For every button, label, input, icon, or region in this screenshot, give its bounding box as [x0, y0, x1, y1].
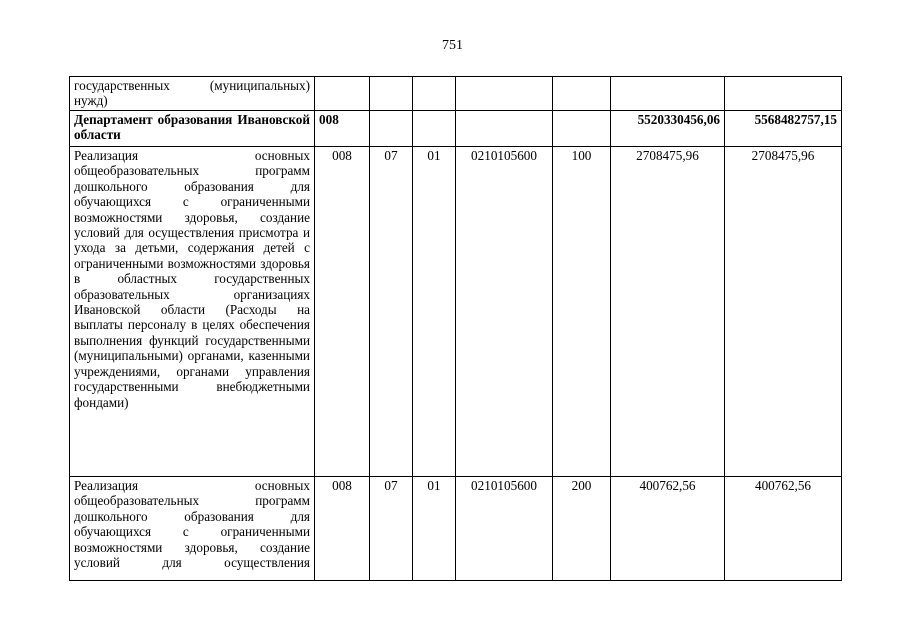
amount-2021: 2708475,96 [725, 147, 842, 477]
amount-2021 [725, 77, 842, 111]
subsection-code: 01 [413, 147, 456, 477]
admin-code: 008 [315, 147, 370, 477]
admin-code: 008 [315, 477, 370, 581]
row-name: государственных (муниципальных) нужд) [70, 77, 315, 111]
table-row [70, 111, 842, 147]
section-code: 07 [370, 477, 413, 581]
amount-2021: 5568482757,15 [725, 111, 842, 147]
table-row [70, 147, 842, 477]
admin-code [315, 77, 370, 111]
amount-2020: 2708475,96 [611, 147, 725, 477]
row-name: Реализация основных общеобразовательных программ дошкольного образования для обучающихся с ограниченными возможностями здоровья, создание условий для осуществления присмотра и ухода за детьми, содержания детей с ограниченными возможностями здоровья в областных государственных образовательных организациях Ивановской области (Расходы на выплаты персоналу в целях обеспечения выполнения функций государственными (муниципальными) органами, казенными учреждениями, органами управления государственными внебюджетными фондами) [70, 147, 315, 477]
table-row [70, 477, 842, 581]
table-row [70, 77, 842, 111]
section-code [370, 77, 413, 111]
section-code: 07 [370, 147, 413, 477]
target-code: 0210105600 [456, 477, 553, 581]
admin-code: 008 [315, 111, 370, 147]
budget-table [69, 76, 842, 581]
expense-type-code [553, 77, 611, 111]
target-code [456, 77, 553, 111]
expense-type-code: 200 [553, 477, 611, 581]
amount-2021: 400762,56 [725, 477, 842, 581]
amount-2020: 400762,56 [611, 477, 725, 581]
subsection-code [413, 77, 456, 111]
target-code [456, 111, 553, 147]
subsection-code: 01 [413, 477, 456, 581]
amount-2020: 5520330456,06 [611, 111, 725, 147]
amount-2020 [611, 77, 725, 111]
target-code: 0210105600 [456, 147, 553, 477]
row-name: Департамент образования Ивановской области [70, 111, 315, 147]
section-code [370, 111, 413, 147]
subsection-code [413, 111, 456, 147]
expense-type-code [553, 111, 611, 147]
page-number: 751 [442, 38, 463, 53]
row-name: Реализация основных общеобразовательных программ дошкольного образования для обучающихся с ограниченными возможностями здоровья, создание условий для осуществления [70, 477, 315, 581]
expense-type-code: 100 [553, 147, 611, 477]
